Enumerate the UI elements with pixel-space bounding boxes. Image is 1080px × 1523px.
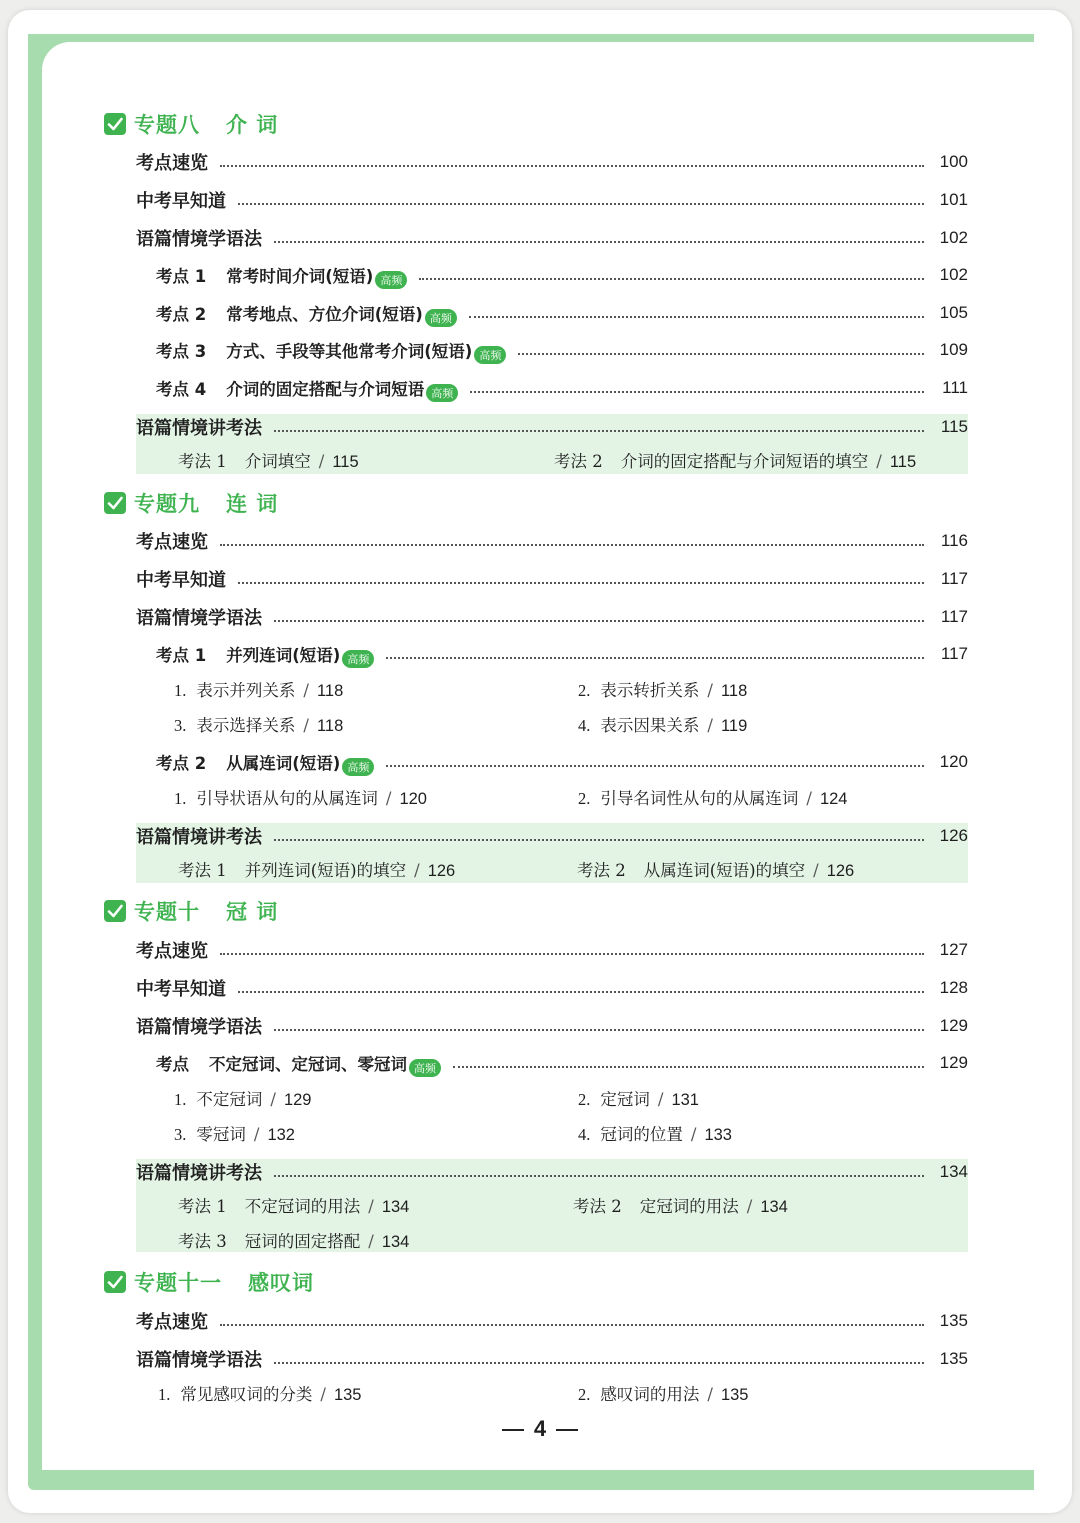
separator: / — [806, 789, 812, 808]
point-label: 方式、手段等其他常考介词(短语) — [226, 342, 473, 361]
sub-item[interactable] — [578, 1088, 699, 1112]
checkbox-icon — [104, 1271, 126, 1293]
separator: / — [253, 1125, 260, 1144]
item-number: 1. — [174, 789, 187, 808]
sub-item[interactable] — [578, 787, 847, 811]
separator: / — [270, 1090, 276, 1109]
item-text: 不定冠词 — [196, 1090, 263, 1109]
section-subtitle: 冠 词 — [226, 900, 279, 924]
toc-entry[interactable] — [136, 567, 968, 591]
high-frequency-badge: 高频 — [342, 650, 374, 668]
entry-page: 128 — [939, 978, 968, 997]
method-number: 考法 1 — [178, 861, 227, 880]
dot-leader — [238, 582, 924, 584]
item-number: 4. — [578, 716, 591, 735]
entry-page: 115 — [940, 417, 968, 436]
separator: / — [876, 452, 882, 471]
sub-item[interactable] — [174, 1088, 311, 1112]
entry-page: 126 — [939, 826, 968, 845]
method-number: 考法 2 — [577, 861, 626, 880]
item-number: 1. — [158, 1385, 171, 1404]
entry-label: 考点速览 — [136, 941, 208, 962]
section-number: 专题九 — [134, 492, 200, 516]
dot-leader — [470, 391, 924, 393]
item-page: 132 — [267, 1126, 295, 1144]
toc-point[interactable] — [156, 642, 968, 666]
item-number: 2. — [578, 681, 591, 700]
sub-item[interactable] — [578, 1383, 748, 1407]
entry-page: 100 — [939, 152, 968, 171]
separator: / — [707, 1385, 713, 1404]
item-page: 118 — [720, 682, 748, 700]
item-text: 表示因果关系 — [600, 716, 700, 735]
toc-entry[interactable] — [136, 529, 968, 553]
entry-page: 135 — [939, 1311, 968, 1330]
high-frequency-badge: 高频 — [342, 758, 374, 776]
high-frequency-badge: 高频 — [409, 1059, 441, 1077]
method-number: 考法 3 — [178, 1232, 227, 1251]
item-text: 常见感叹词的分类 — [180, 1385, 313, 1404]
dot-leader — [386, 657, 924, 659]
entry-label: 考点速览 — [136, 153, 208, 174]
separator: / — [813, 861, 819, 880]
high-frequency-badge: 高频 — [426, 384, 458, 402]
entry-page: 127 — [939, 940, 968, 959]
entry-page: 102 — [939, 228, 968, 247]
point-label: 常考时间介词(短语) — [226, 267, 374, 286]
point-number: 考点 4 — [156, 380, 207, 399]
point-label: 不定冠词、定冠词、零冠词 — [209, 1055, 407, 1074]
separator: / — [368, 1197, 374, 1216]
entry-page: 135 — [939, 1349, 968, 1368]
method-text: 并列连词(短语)的填空 — [244, 861, 407, 880]
item-page: 119 — [720, 717, 748, 735]
section-subtitle: 介 词 — [226, 113, 279, 137]
sub-item[interactable] — [578, 714, 747, 738]
method-number: 考法 1 — [178, 1197, 227, 1216]
section-number: 专题十一 — [134, 1271, 222, 1295]
sub-item[interactable] — [174, 714, 343, 738]
dot-leader — [274, 430, 924, 432]
item-text: 零冠词 — [196, 1125, 246, 1144]
section-subtitle: 感叹词 — [248, 1271, 314, 1295]
method-item[interactable] — [178, 450, 359, 474]
toc-entry[interactable] — [136, 1014, 968, 1038]
method-text: 定冠词的用法 — [639, 1197, 739, 1216]
item-text: 感叹词的用法 — [600, 1385, 700, 1404]
toc-point[interactable] — [156, 1051, 968, 1075]
item-number: 4. — [578, 1125, 591, 1144]
point-number: 考点 2 — [156, 305, 207, 324]
entry-label: 语篇情境学语法 — [136, 1350, 262, 1371]
method-page: 115 — [889, 453, 917, 471]
method-text: 不定冠词的用法 — [244, 1197, 361, 1216]
item-page: 118 — [316, 682, 344, 700]
sub-item[interactable] — [174, 679, 343, 703]
entry-label: 语篇情境学语法 — [136, 608, 262, 629]
checkbox-icon — [104, 113, 126, 135]
method-page: 134 — [381, 1233, 410, 1251]
toc-entry[interactable] — [136, 415, 968, 439]
toc-point[interactable] — [156, 750, 968, 774]
separator: / — [368, 1232, 374, 1251]
dot-leader — [469, 316, 924, 318]
method-number: 考法 2 — [573, 1197, 622, 1216]
separator: / — [690, 1125, 697, 1144]
toc-entry[interactable] — [136, 1309, 968, 1333]
dash-left — [502, 1429, 524, 1431]
dot-leader — [220, 1324, 924, 1326]
dot-leader — [453, 1066, 924, 1068]
section-title — [104, 109, 278, 139]
separator: / — [320, 1385, 326, 1404]
dot-leader — [419, 278, 924, 280]
item-number: 1. — [174, 1090, 187, 1109]
item-page: 129 — [283, 1091, 312, 1109]
item-number: 2. — [578, 789, 591, 808]
dot-leader — [274, 620, 924, 622]
separator: / — [303, 681, 309, 700]
point-page: 105 — [939, 303, 968, 322]
entry-label: 考点速览 — [136, 1312, 208, 1333]
point-number: 考点 1 — [156, 267, 207, 286]
method-page: 126 — [826, 862, 855, 880]
item-page: 131 — [671, 1091, 699, 1109]
dot-leader — [518, 353, 924, 355]
toc-entry[interactable] — [136, 824, 968, 848]
point-number: 考点 3 — [156, 342, 207, 361]
toc-point[interactable] — [156, 376, 968, 400]
section-title — [104, 488, 278, 518]
entry-page: 117 — [940, 607, 968, 626]
method-page: 126 — [427, 862, 456, 880]
sub-item[interactable] — [578, 679, 747, 703]
item-number: 3. — [174, 1125, 187, 1144]
item-page: 120 — [399, 790, 427, 808]
section-title — [104, 1267, 314, 1297]
toc-point[interactable] — [156, 301, 968, 325]
entry-label: 语篇情境讲考法 — [136, 827, 262, 848]
point-number: 考点 2 — [156, 754, 207, 773]
item-page: 135 — [333, 1386, 362, 1404]
checkbox-icon — [104, 900, 126, 922]
method-text: 冠词的固定搭配 — [244, 1232, 361, 1251]
sub-item[interactable] — [158, 1383, 361, 1407]
page-footer — [0, 1416, 1080, 1442]
method-item[interactable] — [178, 1195, 409, 1219]
separator: / — [707, 681, 713, 700]
dot-leader — [274, 1175, 924, 1177]
item-text: 表示转折关系 — [600, 681, 700, 700]
entry-page: 129 — [939, 1016, 968, 1035]
item-text: 引导名词性从句的从属连词 — [600, 789, 799, 808]
toc-entry[interactable] — [136, 1160, 968, 1184]
entry-label: 语篇情境学语法 — [136, 1017, 262, 1038]
toc-entry[interactable] — [136, 226, 968, 250]
item-page: 118 — [316, 717, 344, 735]
entry-label: 语篇情境讲考法 — [136, 418, 262, 439]
separator: / — [746, 1197, 753, 1216]
point-page: 102 — [939, 265, 968, 284]
separator: / — [385, 789, 392, 808]
dot-leader — [274, 241, 924, 243]
point-label: 并列连词(短语) — [226, 646, 341, 665]
dot-leader — [274, 1029, 924, 1031]
entry-page: 101 — [939, 190, 968, 209]
toc-point[interactable] — [156, 338, 968, 362]
item-text: 引导状语从句的从属连词 — [196, 789, 378, 808]
item-text: 定冠词 — [600, 1090, 650, 1109]
section-number: 专题八 — [134, 113, 200, 137]
page-number: 4 — [533, 1416, 547, 1441]
method-number: 考法 2 — [554, 452, 603, 471]
method-item[interactable] — [554, 450, 916, 474]
entry-page: 116 — [940, 531, 968, 550]
point-page: 111 — [942, 378, 968, 397]
dot-leader — [238, 991, 924, 993]
item-number: 2. — [578, 1385, 591, 1404]
toc-entry[interactable] — [136, 938, 968, 962]
separator: / — [318, 452, 325, 471]
point-label: 从属连词(短语) — [226, 754, 341, 773]
high-frequency-badge: 高频 — [375, 271, 407, 289]
entry-page: 117 — [940, 569, 968, 588]
section-title — [104, 896, 278, 926]
dot-leader — [274, 839, 924, 841]
method-item[interactable] — [577, 859, 854, 883]
item-page: 133 — [704, 1126, 732, 1144]
item-number: 3. — [174, 716, 187, 735]
entry-label: 语篇情境讲考法 — [136, 1163, 262, 1184]
method-page: 134 — [381, 1198, 410, 1216]
point-number: 考点 — [156, 1055, 189, 1074]
item-number: 1. — [174, 681, 187, 700]
method-page: 134 — [760, 1198, 788, 1216]
point-label: 介词的固定搭配与介词短语 — [226, 380, 425, 399]
method-text: 介词的固定搭配与介词短语的填空 — [620, 452, 869, 471]
point-page: 109 — [939, 340, 968, 359]
dot-leader — [238, 203, 924, 205]
toc-entry[interactable] — [136, 188, 968, 212]
separator: / — [414, 861, 420, 880]
item-number: 2. — [578, 1090, 591, 1109]
entry-label: 中考早知道 — [136, 191, 226, 212]
entry-label: 中考早知道 — [136, 979, 226, 1000]
entry-label: 中考早知道 — [136, 570, 226, 591]
separator: / — [657, 1090, 664, 1109]
dot-leader — [274, 1362, 924, 1364]
item-page: 135 — [720, 1386, 749, 1404]
dot-leader — [220, 953, 924, 955]
dot-leader — [220, 544, 924, 546]
toc-entry[interactable] — [136, 605, 968, 629]
sub-item[interactable] — [174, 787, 427, 811]
entry-label: 语篇情境学语法 — [136, 229, 262, 250]
toc-entry[interactable] — [136, 150, 968, 174]
section-number: 专题十 — [134, 900, 200, 924]
point-page: 120 — [939, 752, 968, 771]
point-page: 117 — [940, 644, 968, 663]
toc-point[interactable] — [156, 263, 968, 287]
high-frequency-badge: 高频 — [425, 309, 457, 327]
item-text: 表示并列关系 — [196, 681, 296, 700]
method-text: 从属连词(短语)的填空 — [643, 861, 806, 880]
point-number: 考点 1 — [156, 646, 207, 665]
item-text: 冠词的位置 — [600, 1125, 683, 1144]
point-label: 常考地点、方位介词(短语) — [226, 305, 423, 324]
high-frequency-badge: 高频 — [474, 346, 506, 364]
dot-leader — [386, 765, 924, 767]
toc-entry[interactable] — [136, 976, 968, 1000]
sub-item[interactable] — [578, 1123, 732, 1147]
method-text: 介词填空 — [244, 452, 311, 471]
dash-right — [556, 1429, 578, 1431]
method-number: 考法 1 — [178, 452, 227, 471]
separator: / — [303, 716, 309, 735]
entry-label: 考点速览 — [136, 532, 208, 553]
method-item[interactable] — [178, 859, 455, 883]
sub-item[interactable] — [174, 1123, 295, 1147]
method-item[interactable] — [178, 1230, 409, 1254]
toc-entry[interactable] — [136, 1347, 968, 1371]
separator: / — [707, 716, 713, 735]
dot-leader — [220, 165, 924, 167]
entry-page: 134 — [939, 1162, 968, 1181]
method-page: 115 — [332, 453, 359, 471]
item-text: 表示选择关系 — [196, 716, 296, 735]
point-page: 129 — [939, 1053, 968, 1072]
item-page: 124 — [819, 790, 848, 808]
section-subtitle: 连 词 — [226, 492, 279, 516]
checkbox-icon — [104, 492, 126, 514]
method-item[interactable] — [573, 1195, 788, 1219]
